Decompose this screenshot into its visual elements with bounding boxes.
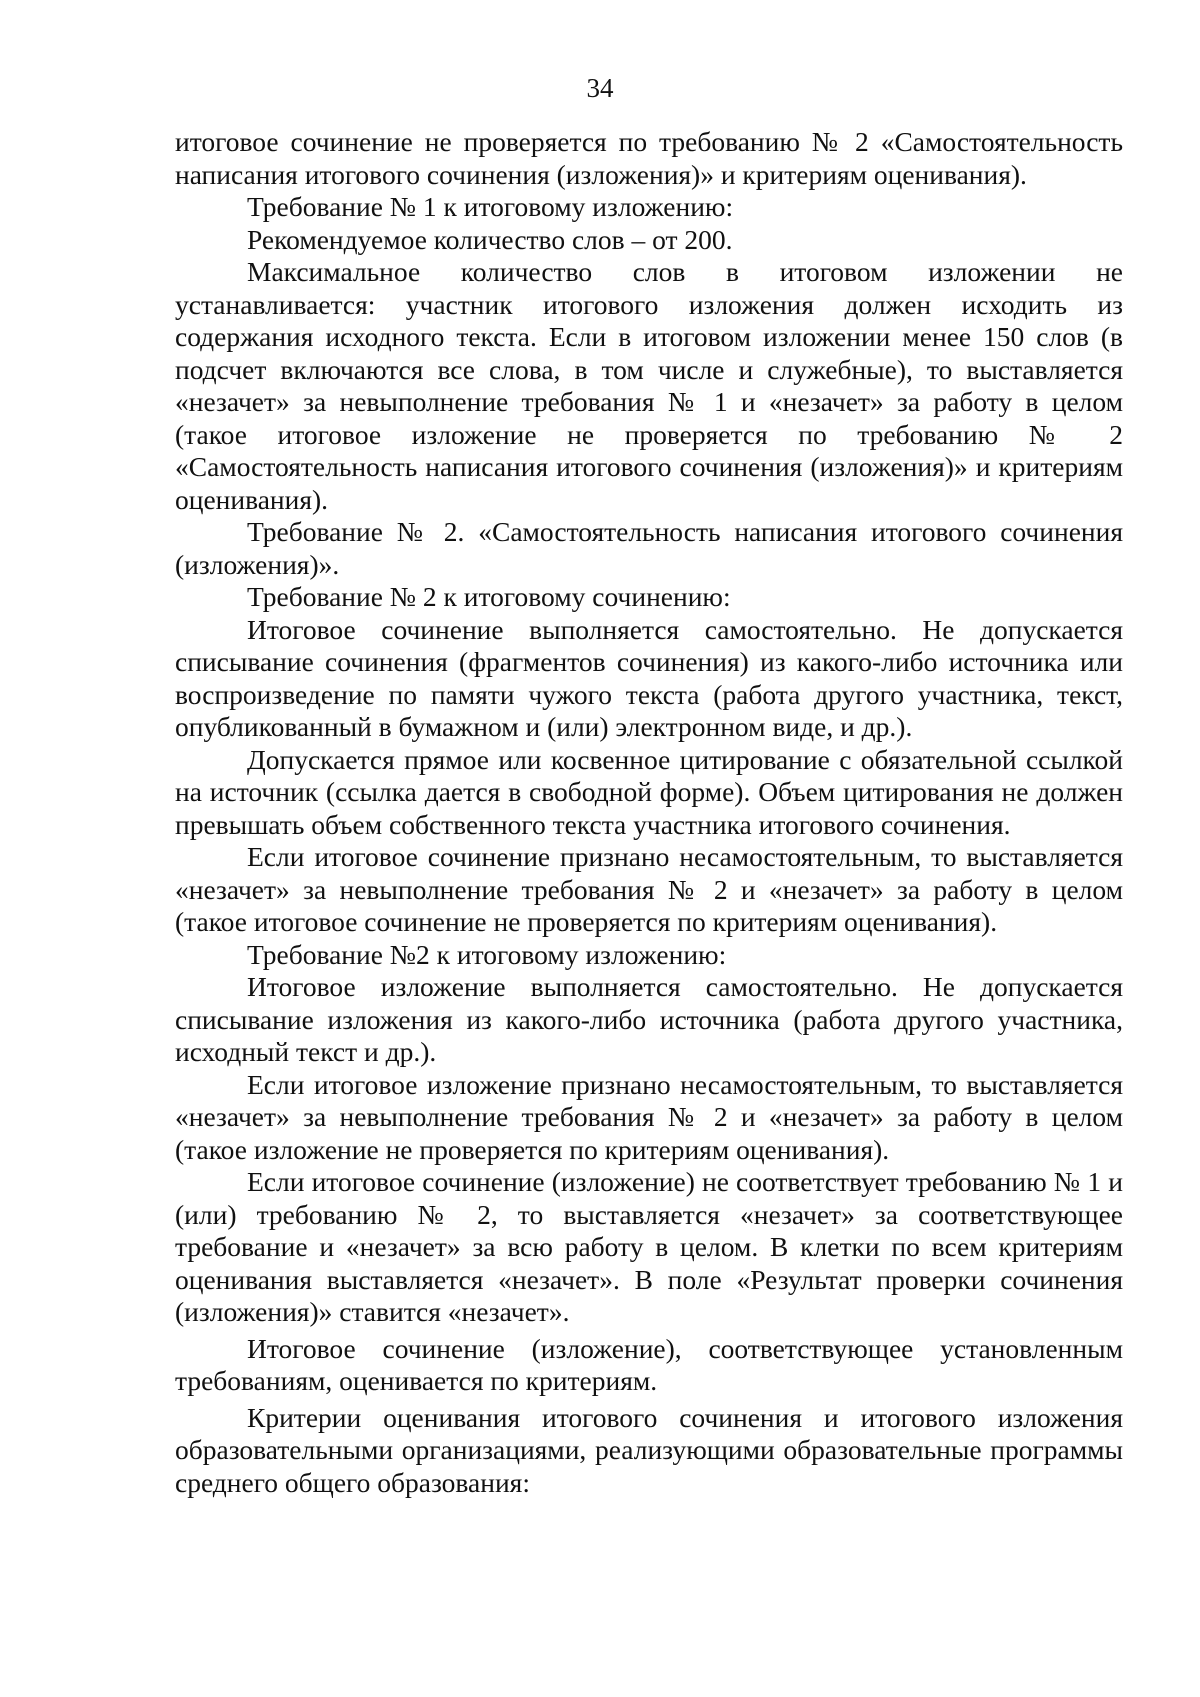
page-number: 34 bbox=[586, 73, 614, 103]
paragraph-criteria-intro: Критерии оценивания итогового сочинения и итогового изложения образовательными организациями, реализующими образовательные программы среднего общего образования: bbox=[175, 1401, 1123, 1498]
paragraph-requirement-2-heading: Требование № 2. «Самостоятельность написания итогового сочинения (изложения)». bbox=[175, 516, 1123, 580]
paragraph-compliant-evaluation: Итоговое сочинение (изложение), соответствующее установленным требованиям, оценивается по критериям. bbox=[175, 1332, 1123, 1396]
paragraph-summary-independence: Итоговое изложение выполняется самостоятельно. Не допускается списывание изложения из какого-либо источника (работа другого участника, исходный текст и др.). bbox=[175, 971, 1123, 1067]
paragraph-essay-independence: Итоговое сочинение выполняется самостоятельно. Не допускается списывание сочинения (фрагментов сочинения) из какого-либо источника или воспроизведение по памяти чужого текста (работа другого участника, текст, опубликованный в бумажном и (или) электронном виде, и др.). bbox=[175, 613, 1123, 742]
paragraph-summary-not-independent: Если итоговое изложение признано несамостоятельным, то выставляется «незачет» за невыполнение требования № 2 и «незачет» за работу в целом (такое изложение не проверяется по критериям оценивания). bbox=[175, 1068, 1123, 1165]
paragraph-max-word-count: Максимальное количество слов в итоговом изложении не устанавливается: участник итогового изложения должен исходить из содержания исходного текста. Если в итоговом изложении менее 150 слов (в подсчет включаются все слова, в том числе и служебные), то выставляется «незачет» за невыполнение требования № 1 и «незачет» за работу в целом (такое итоговое изложение не проверяется по требованию № 2 «Самостоятельность написания итогового сочинения (изложения)» и критериям оценивания). bbox=[175, 256, 1123, 515]
paragraph-essay-not-independent: Если итоговое сочинение признано несамостоятельным, то выставляется «незачет» за невыполнение требования № 2 и «незачет» за работу в целом (такое итоговое сочинение не проверяется по критериям оценивания). bbox=[175, 841, 1123, 937]
paragraph-citation-rules: Допускается прямое или косвенное цитирование с обязательной ссылкой на источник (ссылка дается в свободной форме). Объем цитирования не должен превышать объем собственного текста участника итогового сочинения. bbox=[175, 743, 1123, 840]
paragraph-requirement-2-summary-heading: Требование №2 к итоговому изложению: bbox=[247, 938, 727, 970]
paragraph-requirement-2-essay-heading: Требование № 2 к итоговому сочинению: bbox=[247, 581, 731, 612]
paragraph-noncompliance-result: Если итоговое сочинение (изложение) не соответствует требованию № 1 и (или) требованию № 2, то выставляется «незачет» за соответствующее требование и «незачет» за всю работу в целом. В клетки по всем критериям оценивания выставляется «незачет». В поле «Результат проверки сочинения (изложения)» ставится «незачет». bbox=[175, 1166, 1123, 1327]
paragraph-requirement-1-summary-heading: Требование № 1 к итоговому изложению: bbox=[247, 191, 734, 222]
paragraph-recommended-word-count: Рекомендуемое количество слов – от 200. bbox=[247, 223, 733, 255]
paragraph-continuation: итоговое сочинение не проверяется по требованию № 2 «Самостоятельность написания итогового сочинения (изложения)» и критериям оценивания). bbox=[175, 126, 1123, 190]
document-body bbox=[175, 126, 1123, 1499]
